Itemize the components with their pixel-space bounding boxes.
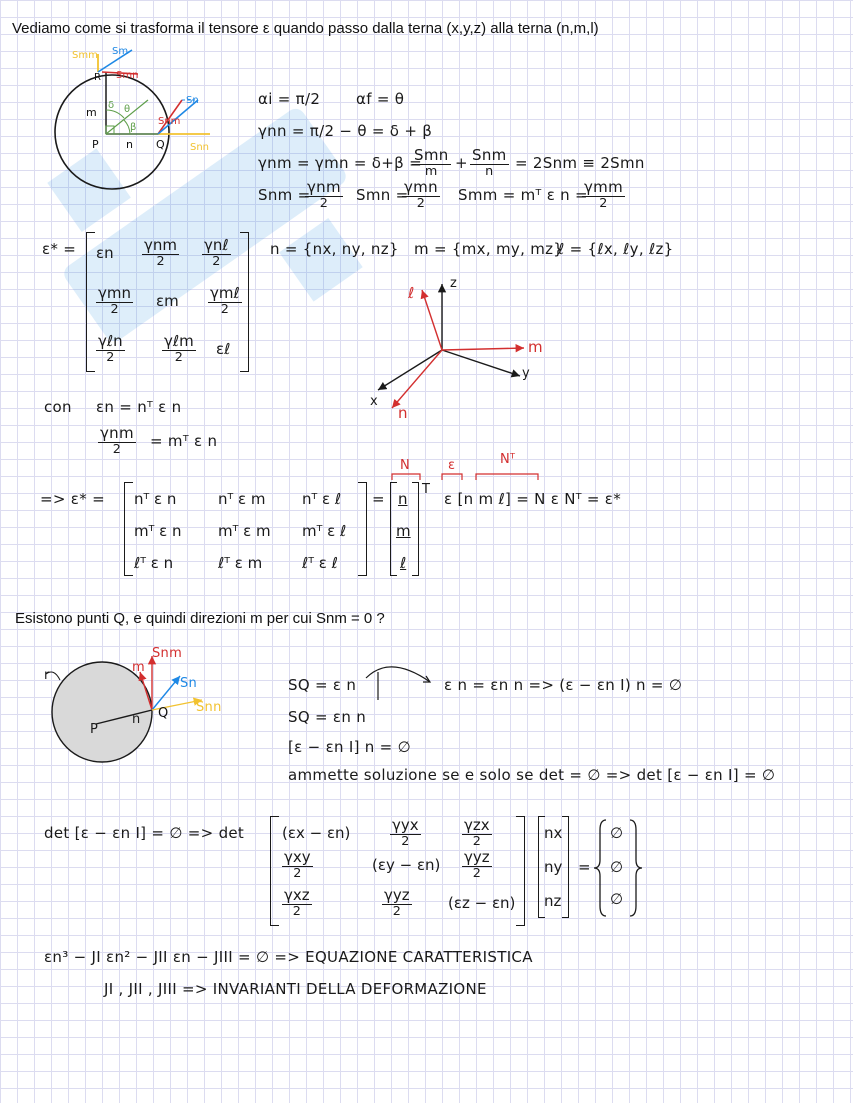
eq-gamma-nm-plus: + <box>455 154 468 172</box>
matrix1-r3c2: γℓm 2 <box>164 332 194 365</box>
vector-l-def: ℓ = {ℓx, ℓy, ℓz} <box>558 240 674 258</box>
label-smm: Smm <box>72 50 98 61</box>
label-m: m <box>86 106 97 119</box>
label-q: Q <box>156 138 165 151</box>
axis-m-label: m <box>528 338 543 356</box>
eq3-matrix-right-bracket <box>516 816 525 926</box>
vector-m-def: m = {mx, my, mz} <box>414 240 564 258</box>
diagram2-n: n <box>132 712 141 727</box>
eq2-eigen: ε n = εn n => (ε − εn I) n = ∅ <box>444 676 683 694</box>
label-sn: Sn <box>186 95 199 106</box>
eq2-sq-2: SQ = εn n <box>288 708 367 726</box>
diagram2-snn: Snn <box>196 700 222 715</box>
diagram2-q: Q <box>158 706 169 721</box>
label-r: R <box>94 72 101 83</box>
eq-gamma-nn: γnn = π/2 − θ = δ + β <box>258 122 433 140</box>
eq3-c13: γzx 2 <box>464 816 490 849</box>
matrix1-r1c3: γnℓ 2 <box>204 236 229 269</box>
eq3-nz: nz <box>544 892 562 910</box>
eq-alpha-f: αf = θ <box>356 90 405 108</box>
matrix1-r1c2: γnm 2 <box>144 236 177 269</box>
eq3-c33: (εz − εn) <box>448 894 516 912</box>
matrix2-r2c2: mᵀ ε m <box>218 522 271 540</box>
eq3-c32: γyz 2 <box>384 886 410 919</box>
matrix1-r2c3: γmℓ 2 <box>210 284 240 317</box>
axis-y-label: y <box>522 366 530 381</box>
label-p: P <box>92 138 99 151</box>
matrix2-r3c1: ℓᵀ ε n <box>134 554 174 572</box>
eq-smm-label: Smm = mᵀ ε n = <box>458 186 588 204</box>
eq2-condition: ammette soluzione se e solo se det = ∅ => det [ε − εn I] = ∅ <box>288 766 776 784</box>
matrix2-r3c3: ℓᵀ ε ℓ <box>302 554 338 572</box>
braces <box>390 470 550 482</box>
matrix1-r3c1: γℓn 2 <box>98 332 123 365</box>
matrix2-r3c2: ℓᵀ ε m <box>218 554 263 572</box>
matrix1-lhs: ε* = <box>42 240 77 258</box>
axis-z-label: z <box>450 276 458 291</box>
eq3-matrix-left-bracket <box>270 816 279 926</box>
axis-l-label: ℓ <box>408 284 415 302</box>
diagram2-m: m <box>132 660 145 675</box>
label-beta: β <box>130 122 137 133</box>
matrix1-r2c1: γmn 2 <box>98 284 131 317</box>
eq-gamma-nm-frac2: Snm n <box>472 146 507 179</box>
con-eq2: = mᵀ ε n <box>150 432 218 450</box>
matrix1-left-bracket <box>86 232 95 372</box>
matrix2-r1c2: nᵀ ε m <box>218 490 266 508</box>
eq-alpha-i: αi = π/2 <box>258 90 321 108</box>
brace-nt: Nᵀ <box>500 452 516 467</box>
label-sm: Sm <box>112 46 129 57</box>
eq3-lhs: det [ε − εn I] = ∅ => det <box>44 824 245 842</box>
matrix2-right-bracket <box>358 482 367 576</box>
diagram2-snm: Snm <box>152 646 183 661</box>
eq3-nx: nx <box>544 824 563 842</box>
characteristic-equation: εn³ − JI εn² − JII εn − JIII = ∅ => EQUAZIONE CARATTERISTICA <box>44 948 533 966</box>
eq2-curve-arrow <box>360 660 440 690</box>
matrix2-r1c3: nᵀ ε ℓ <box>302 490 342 508</box>
con-eq1: εn = nᵀ ε n <box>96 398 182 416</box>
eq-gamma-nm-frac1: Smn m <box>414 146 449 179</box>
matrix1-r2c2: εm <box>156 292 179 310</box>
invariants-line: JI , JII , JIII => INVARIANTI DELLA DEFORMAZIONE <box>104 980 487 998</box>
matrix2-left-bracket <box>124 482 133 576</box>
eq-snm-frac: γnm 2 <box>307 178 341 211</box>
label-snn: Snn <box>190 142 210 153</box>
eq3-vec-right-bracket <box>562 816 569 918</box>
matrix2-r2c3: mᵀ ε ℓ <box>302 522 347 540</box>
eq2-system: [ε − εn I] n = ∅ <box>288 738 411 756</box>
matrix2-r1c1: nᵀ ε n <box>134 490 177 508</box>
eq3-c21: γxy 2 <box>284 848 311 881</box>
brace-epsilon: ε <box>448 458 456 473</box>
eq3-c22: (εy − εn) <box>372 856 441 874</box>
diagram2-sn: Sn <box>180 676 198 691</box>
eq3-ny: ny <box>544 858 563 876</box>
brace-n: N <box>400 458 411 473</box>
transpose-mark: T <box>422 482 431 497</box>
eq3-c31: γxz 2 <box>284 886 310 919</box>
page-heading-1: Vediamo come si trasforma il tensore ε quando passo dalla terna (x,y,z) alla terna (n,m,l) <box>12 20 599 37</box>
eq-smn-frac: γmn 2 <box>404 178 438 211</box>
eq-smm-frac: γmm 2 <box>584 178 624 211</box>
eq-smn-label: Smn = <box>356 186 409 204</box>
axis-n-label: n <box>398 404 408 422</box>
column-n: n <box>398 490 408 508</box>
matrix2-lhs: => ε* = <box>40 490 105 508</box>
column-l: ℓ <box>400 554 407 572</box>
eq3-c23: γyz 2 <box>464 848 490 881</box>
label-delta: δ <box>108 100 115 111</box>
eq3-zero-3: ∅ <box>610 890 624 908</box>
column-right-bracket <box>412 482 419 576</box>
label-snm: Snm <box>158 116 181 127</box>
page-heading-2: Esistono punti Q, e quindi direzioni m per cui Snm = 0 ? <box>15 610 385 627</box>
label-n: n <box>126 138 133 151</box>
matrix2-r2c1: mᵀ ε n <box>134 522 182 540</box>
axis-x-label: x <box>370 394 378 409</box>
matrix2-rest: ε [n m ℓ] = N ε Nᵀ = ε* <box>444 490 622 508</box>
column-m: m <box>396 522 411 540</box>
vector-n-def: n = {nx, ny, nz} <box>270 240 399 258</box>
eq3-equals: = <box>578 858 591 876</box>
con-frac: γnm 2 <box>100 424 134 457</box>
eq3-c12: γyx 2 <box>392 816 419 849</box>
label-theta: θ <box>124 104 131 115</box>
eq-gamma-nm-a: γnm = γmn = δ+β = <box>258 154 422 172</box>
diagram2-r: r <box>44 668 50 683</box>
eq3-c11: (εx − εn) <box>282 824 351 842</box>
diagram2-p: P <box>90 722 99 737</box>
con-label: con <box>44 398 72 416</box>
matrix2-equals: = <box>372 490 385 508</box>
mohr-circle-diagram <box>40 40 270 210</box>
eq2-sq-1: SQ = ε n <box>288 676 357 694</box>
label-smn: Smn <box>116 70 139 81</box>
eq-gamma-nm-rest: = 2Snm ≡ 2Smn <box>515 154 645 172</box>
matrix1-r3c3: εℓ <box>216 340 231 358</box>
eq-snm-label: Snm = <box>258 186 311 204</box>
eq3-zero-2: ∅ <box>610 858 624 876</box>
eq3-zero-1: ∅ <box>610 824 624 842</box>
matrix1-r1c1: εn <box>96 244 114 262</box>
